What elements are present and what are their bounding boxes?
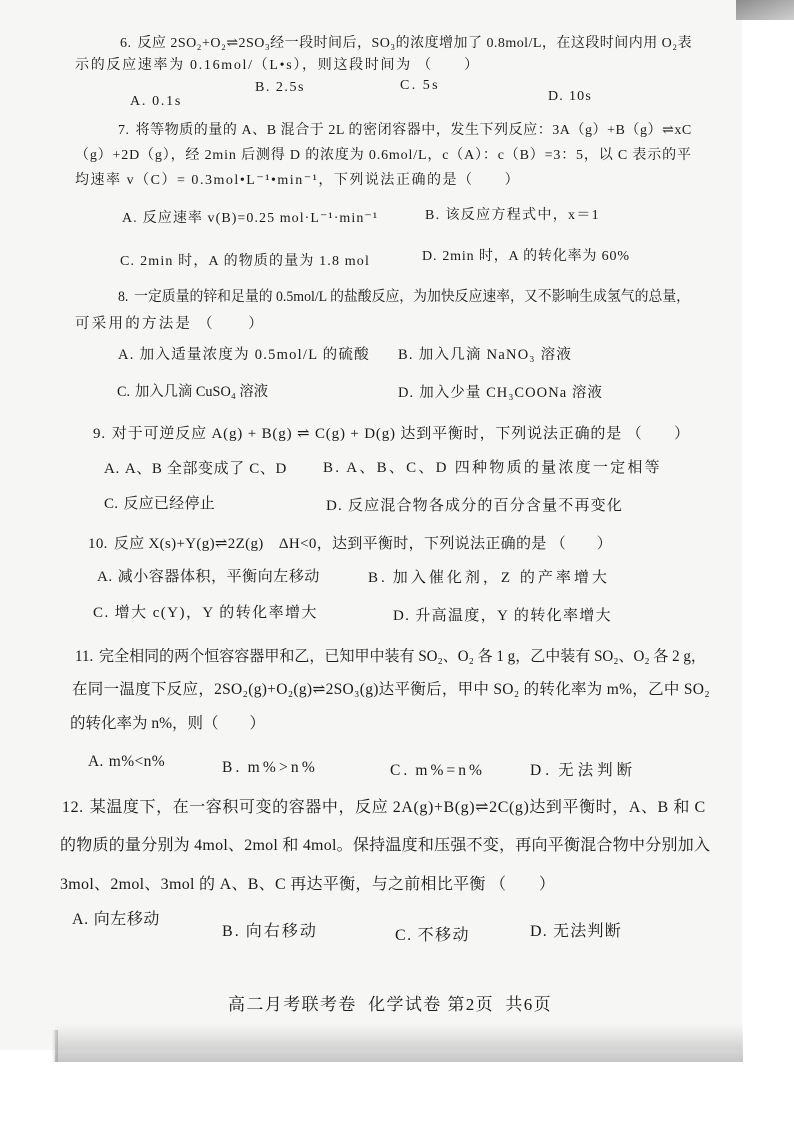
option-text: 0.1s: [152, 94, 183, 109]
option-label: B.: [255, 80, 271, 95]
option-text: A、B 全部变成了 C、D: [124, 461, 287, 477]
option-label: C.: [400, 78, 418, 93]
option-label: D.: [422, 249, 438, 264]
option-text: 升高温度，Y 的转化率增大: [415, 608, 613, 624]
option-label: D.: [530, 762, 554, 779]
stem-text: 完全相同的两个恒容容器甲和乙，已知甲中装有 SO₂、O₂ 各 1 g，乙中装有 SO₂、O₂ 各 2 g，: [99, 648, 706, 665]
option-a: [88, 754, 165, 770]
question-stem-line: 的转化率为 n%，则（ ）: [70, 715, 266, 732]
question-stem-line: （g）+2D（g），经 2min 后测得 D 的浓度为 0.6mol/L，c（A）：c（B）=3：5，以 C 表示的平: [75, 148, 692, 163]
option-text: 无法判断: [558, 762, 637, 779]
question-number: 7.: [118, 123, 130, 138]
option-c: [120, 255, 370, 269]
question-stem-line: 示的反应速率为 0.16mol/（L•s），则这段时间为 （ ）: [75, 58, 480, 73]
option-label: B.: [222, 923, 241, 940]
question-stem-line: [118, 290, 690, 305]
option-c: [93, 606, 318, 621]
option-text: 反应速率 v(B)=0.25 mol·L⁻¹·min⁻¹: [142, 211, 379, 226]
question-stem-line: 均速率 v（C）= 0.3mol•L⁻¹•min⁻¹，下列说法正确的是（ ）: [75, 173, 521, 188]
option-text: 2min 时，A 的转化率为 60%: [442, 249, 630, 264]
question-number: 9.: [93, 426, 106, 442]
option-c: [104, 497, 215, 512]
question-number: 6.: [120, 36, 132, 51]
option-b: [222, 760, 318, 776]
option-a: [118, 348, 370, 363]
option-text: 加入适量浓度为 0.5mol/L 的硫酸: [139, 347, 370, 363]
option-b: [255, 81, 305, 95]
option-c: [390, 763, 485, 779]
stem-text: 一定质量的锌和足量的 0.5mol/L 的盐酸反应，为加快反应速率，又不影响生成氢气的总量，: [134, 289, 691, 305]
option-text: 反应已经停止: [123, 496, 216, 512]
stem-text: 将等物质的量的 A、B 混合于 2L 的密闭容器中，发生下列反应：3A（g）+B（g）⇌xC: [135, 123, 692, 138]
option-text: 向右移动: [245, 923, 318, 940]
question-stem-line: 可采用的方法是 （ ）: [75, 316, 266, 332]
option-label: A.: [122, 211, 138, 226]
option-label: D.: [393, 608, 411, 624]
option-text: 10s: [568, 89, 592, 104]
option-text: m%=n%: [415, 762, 486, 779]
question-stem-line: [118, 124, 692, 138]
option-label: B.: [222, 759, 243, 776]
option-label: C.: [104, 496, 119, 512]
option-text: 2.5s: [275, 80, 305, 95]
question-stem-line: 3mol、2mol、3mol 的 A、B、C 再达平衡，与之前相比平衡 （ ）: [60, 876, 556, 893]
scan-edge-shadow: [55, 1024, 743, 1062]
option-d: [530, 924, 622, 940]
option-label: B.: [425, 208, 441, 223]
option-text: 加入催化剂，Z 的产率增大: [392, 570, 610, 586]
option-text: 向左移动: [93, 911, 160, 928]
option-b: [323, 461, 662, 476]
question-number: 11.: [75, 648, 94, 665]
option-label: A.: [104, 461, 120, 477]
option-label: C.: [117, 384, 131, 400]
option-text: 该反应方程式中，x＝1: [445, 208, 601, 223]
option-label: D.: [326, 498, 343, 514]
option-text: 加入少量 CH₃COONa 溶液: [419, 385, 603, 401]
option-a: [122, 212, 378, 226]
option-d: [398, 386, 603, 401]
scan-edge-shadow: [52, 1030, 58, 1062]
option-label: D.: [530, 923, 549, 940]
stem-text: 对于可逆反应 A(g) + B(g) ⇌ C(g) + D(g) 达到平衡时，下列说法正确的是 （ ）: [111, 426, 690, 442]
option-c: [117, 385, 268, 400]
question-number: 12.: [62, 799, 84, 816]
option-label: A.: [72, 911, 89, 928]
stem-text: 某温度下，在一容积可变的容器中，反应 2A(g)+B(g)⇌2C(g)达到平衡时，A、B 和 C: [89, 799, 706, 816]
option-text: 加入几滴 CuSO₄ 溶液: [135, 384, 268, 400]
option-label: A.: [118, 347, 135, 363]
option-label: C.: [390, 762, 411, 779]
option-text: 减小容器体积，平衡向左移动: [117, 569, 320, 585]
option-a: [72, 912, 160, 928]
question-stem-line: 的物质的量分别为 4mol、2mol 和 4mol。保持温度和压强不变，再向平衡混合物中分别加入: [60, 837, 711, 854]
option-text: m%<n%: [108, 753, 165, 770]
question-stem-line: [120, 37, 692, 51]
option-b: [222, 924, 318, 940]
option-text: A、B、C、D 四种物质的量浓度一定相等: [346, 460, 662, 476]
stem-text: 反应 2SO₂+O₂⇌2SO₃经一段时间后，SO₃的浓度增加了 0.8mol/L，在这段时间内用 O₂表: [137, 36, 693, 51]
option-b: [368, 571, 610, 586]
question-number: 8.: [118, 289, 129, 305]
question-stem-line: 在同一温度下反应，2SO₂(g)+O₂(g)⇌2SO₃(g)达平衡后，甲中 SO₂ 的转化率为 m%，乙中 SO₂: [72, 681, 710, 698]
option-text: 无法判断: [553, 923, 623, 940]
option-d: [393, 609, 612, 624]
option-label: D.: [398, 385, 415, 401]
scan-corner-shadow: [736, 0, 794, 20]
question-stem-line: [75, 649, 706, 665]
option-text: 加入几滴 NaNO₃ 溶液: [418, 347, 573, 363]
option-label: B.: [398, 347, 414, 363]
option-label: D.: [548, 89, 564, 104]
option-a: [130, 95, 182, 109]
option-label: C.: [395, 927, 413, 944]
option-d: [548, 90, 592, 104]
option-a: [104, 462, 287, 477]
option-text: m%>n%: [247, 759, 318, 776]
option-text: 5s: [422, 78, 441, 93]
option-c: [395, 928, 470, 944]
option-text: 反应混合物各成分的百分含量不再变化: [347, 498, 624, 514]
page-footer: 高二月考联考卷 化学试卷 第2页 共6页: [228, 995, 553, 1014]
option-d: [422, 250, 630, 264]
option-c: [400, 79, 440, 93]
question-stem-line: [93, 427, 690, 442]
option-a: [97, 570, 320, 585]
option-label: B.: [323, 460, 342, 476]
option-label: A.: [97, 569, 113, 585]
option-label: B.: [368, 570, 388, 586]
question-stem-line: [62, 800, 706, 816]
option-text: 增大 c(Y)，Y 的转化率增大: [114, 605, 318, 621]
option-label: C.: [93, 605, 110, 621]
question-number: 10.: [88, 536, 108, 552]
stem-text: 反应 X(s)+Y(g)⇌2Z(g) ΔH<0，达到平衡时，下列说法正确的是 （ ）: [113, 536, 613, 552]
option-b: [398, 348, 572, 363]
option-text: 不移动: [417, 927, 470, 944]
option-label: A.: [130, 94, 148, 109]
option-label: A.: [88, 753, 104, 770]
option-text: 2min 时，A 的物质的量为 1.8 mol: [140, 254, 370, 269]
question-stem-line: [88, 537, 612, 552]
option-label: C.: [120, 254, 136, 269]
option-d: [530, 763, 645, 779]
option-b: [425, 209, 600, 223]
option-d: [326, 499, 623, 514]
